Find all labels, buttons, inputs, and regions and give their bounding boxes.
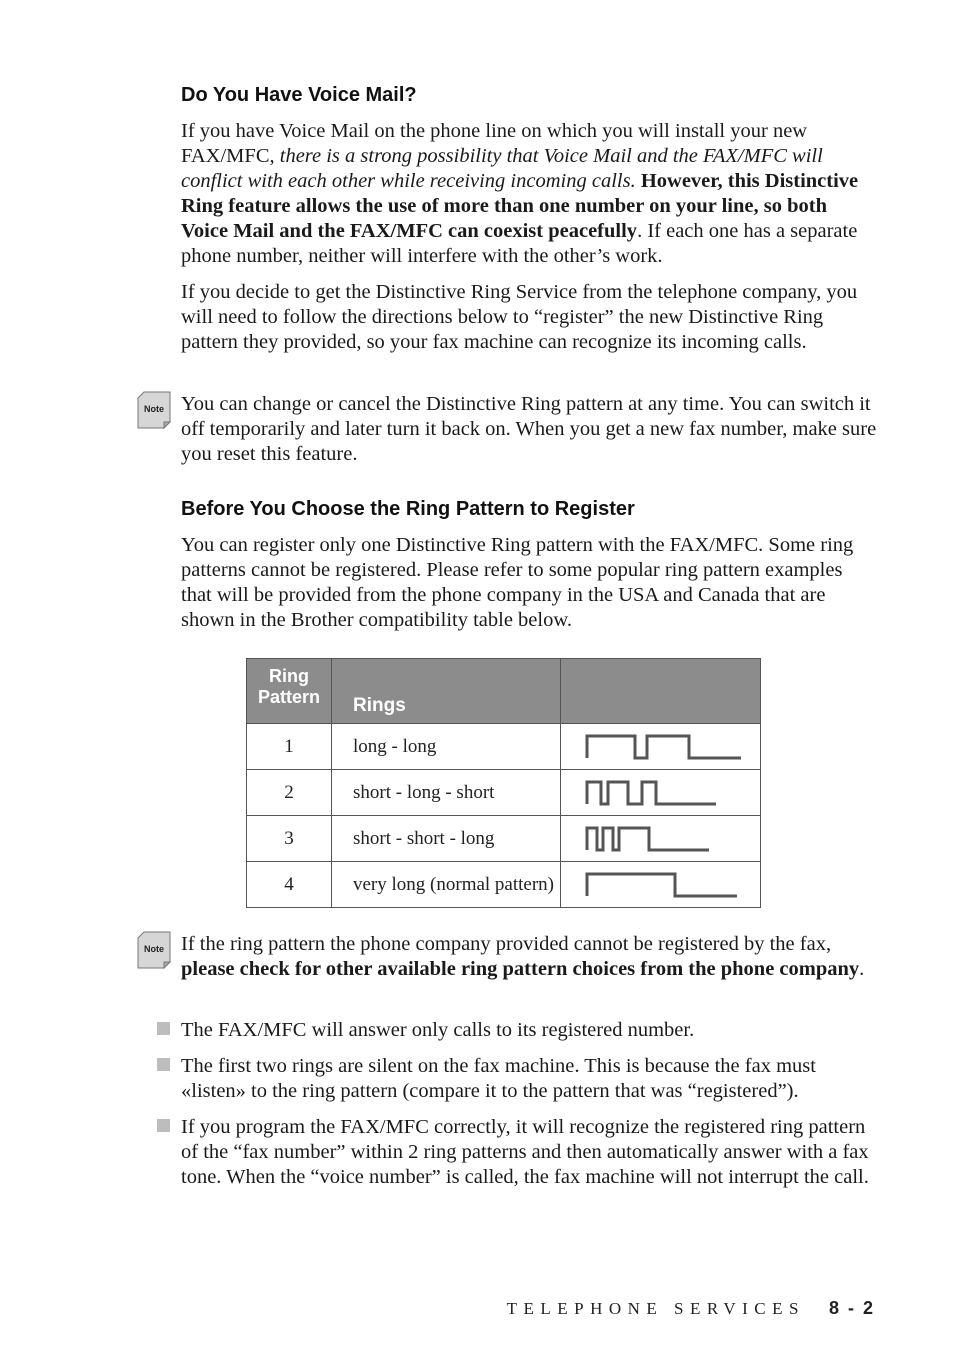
ring-waveform-line bbox=[587, 828, 709, 850]
ring-waveform-icon bbox=[585, 778, 741, 808]
bullet-item: If you program the FAX/MFC correctly, it will recognize the registered ring pattern of the “fax number” within 2 ring patterns and then automatically answer with a fax tone. When the “voice number” is called, the fax machine will not interrupt the call. bbox=[181, 1116, 869, 1188]
note2-text-c: . bbox=[859, 958, 865, 980]
ring-pattern-number: 3 bbox=[247, 816, 332, 862]
note-icon-label: Note bbox=[144, 404, 164, 414]
paragraph-text: . If each one has a separate phone number, neither will interfere with the other’s work. bbox=[181, 220, 858, 267]
bullet-item: The FAX/MFC will answer only calls to its registered number. bbox=[181, 1019, 695, 1041]
voice-mail-paragraph bbox=[181, 119, 877, 269]
section-heading-voice-mail: Do You Have Voice Mail? bbox=[181, 84, 417, 106]
note2-text bbox=[181, 932, 877, 982]
ring-pattern-number: 4 bbox=[247, 862, 332, 908]
ring-waveform-cell bbox=[561, 862, 761, 908]
ring-waveform-cell bbox=[561, 770, 761, 816]
ring-waveform-line bbox=[587, 874, 737, 896]
section-heading-ring-pattern: Before You Choose the Ring Pattern to Register bbox=[181, 498, 635, 520]
page-footer bbox=[507, 1298, 875, 1319]
paragraph-bold-text: However, this Distinctive Ring feature allows the use of more than one number on your line, so both Voice Mail and the FAX/MFC can coexist peacefully bbox=[181, 170, 859, 242]
header-pattern-label: Pattern bbox=[257, 687, 320, 707]
header-rings: Rings bbox=[332, 659, 561, 724]
note-icon-label: Note bbox=[144, 944, 164, 954]
table-row bbox=[247, 816, 761, 862]
paragraph-text: If you have Voice Mail on the phone line on which you will install your new FAX/MFC, bbox=[181, 120, 808, 167]
page-number: 8 - 2 bbox=[828, 1298, 875, 1318]
note-icon bbox=[136, 930, 172, 970]
ring-waveform-line bbox=[587, 736, 741, 758]
ring-waveform-icon bbox=[585, 824, 741, 854]
note-icon bbox=[136, 390, 172, 430]
note2-text-a: If the ring pattern the phone company provided cannot be registered by the fax, bbox=[181, 933, 832, 955]
ring-description: short - long - short bbox=[332, 770, 561, 816]
bullet-square-icon bbox=[157, 1022, 170, 1035]
table-row bbox=[247, 724, 761, 770]
ring-pattern-table bbox=[246, 658, 761, 908]
ring-description: very long (normal pattern) bbox=[332, 862, 561, 908]
ring-waveform-icon bbox=[585, 870, 741, 900]
header-diagram bbox=[561, 659, 761, 724]
ring-waveform-cell bbox=[561, 724, 761, 770]
bullet-square-icon bbox=[157, 1119, 170, 1132]
footer-section-title: TELEPHONE SERVICES bbox=[506, 1299, 805, 1318]
ring-waveform-cell bbox=[561, 816, 761, 862]
register-paragraph: If you decide to get the Distinctive Ring Service from the telephone company, you will need to follow the directions below to “register” the new Distinctive Ring pattern they provided, so your fax machine can recognize its incoming calls. bbox=[181, 281, 858, 353]
ring-waveform-icon bbox=[585, 732, 741, 762]
paragraph-italic-text: there is a strong possibility that Voice Mail and the FAX/MFC will conflict with each other while receiving incoming calls. bbox=[181, 145, 823, 192]
note2-text-bold: please check for other available ring pattern choices from the phone company bbox=[181, 958, 860, 980]
ring-pattern-number: 2 bbox=[247, 770, 332, 816]
table-header-row bbox=[247, 659, 761, 724]
bullet-item: The first two rings are silent on the fax machine. This is because the fax must «listen» to the ring pattern (compare it to the pattern that was “registered”). bbox=[181, 1055, 816, 1102]
table-row bbox=[247, 862, 761, 908]
ring-pattern-number: 1 bbox=[247, 724, 332, 770]
table-row bbox=[247, 770, 761, 816]
ring-description: short - short - long bbox=[332, 816, 561, 862]
ring-description: long - long bbox=[332, 724, 561, 770]
ring-pattern-paragraph: You can register only one Distinctive Ring pattern with the FAX/MFC. Some ring patterns cannot be registered. Please refer to some popular ring pattern examples that will be provided from the phone company in the USA and Canada that are shown in the Brother compatibility table below. bbox=[181, 534, 854, 631]
header-ring-label: Ring bbox=[269, 666, 309, 686]
header-ring-pattern bbox=[247, 659, 332, 724]
note-text: You can change or cancel the Distinctive Ring pattern at any time. You can switch it off temporarily and later turn it back on. When you get a new fax number, make sure you reset this feature. bbox=[181, 393, 877, 465]
ring-waveform-line bbox=[587, 782, 716, 804]
bullet-square-icon bbox=[157, 1058, 170, 1071]
